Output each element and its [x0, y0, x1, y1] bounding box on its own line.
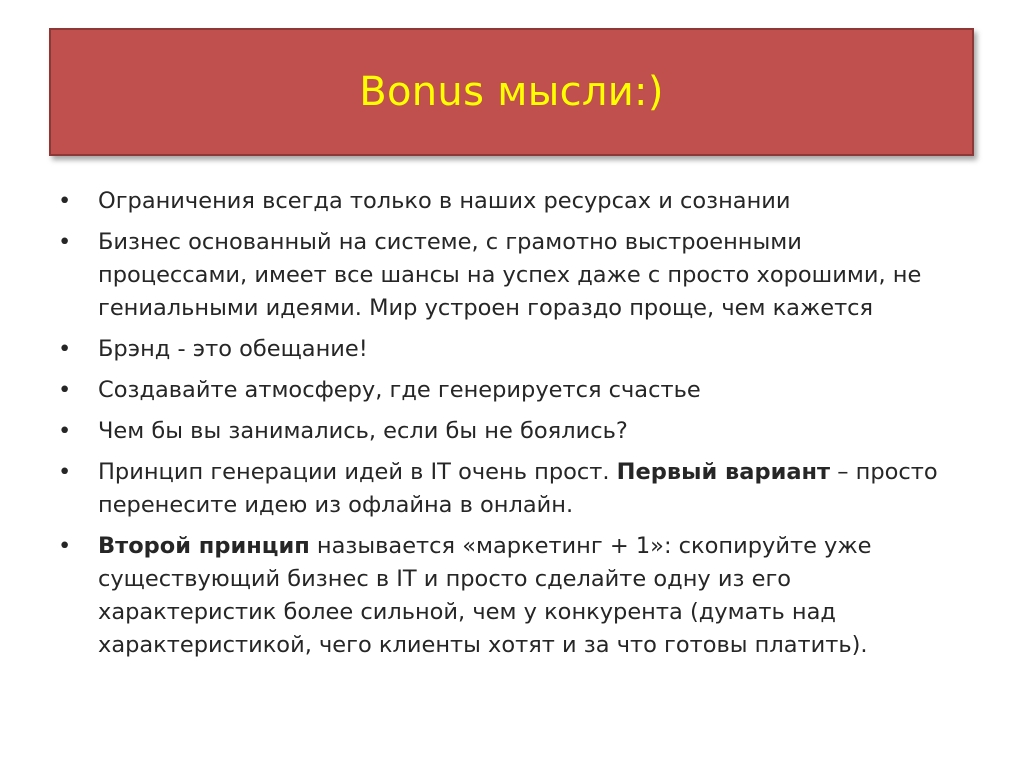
bullet-item [58, 185, 958, 218]
bullet-text: – просто перенесите идею из офлайна в онлайн. [98, 459, 938, 518]
bullet-item [58, 456, 958, 522]
bullet-text: Бизнес основанный на системе, с грамотно выстроенными процессами, имеет все шансы на успех даже с просто хорошими, не гениальными идеями. Мир устроен гораздо проще, чем кажется [98, 229, 922, 321]
title-banner [49, 28, 974, 156]
bullet-point-icon: • [58, 459, 72, 485]
bullet-text: Принцип генерации идей в IT очень прост. [98, 459, 617, 485]
bullet-point-icon: • [58, 336, 72, 362]
slide-title: Bonus мысли:) [359, 69, 664, 115]
bullet-item [58, 333, 958, 366]
bullet-point-icon: • [58, 188, 72, 214]
bullet-item [58, 530, 958, 662]
bullet-point-icon: • [58, 533, 72, 559]
bullet-text: Создавайте атмосферу, где генерируется счастье [98, 377, 701, 403]
bullet-list [58, 185, 958, 670]
bullet-point-icon: • [58, 418, 72, 444]
bullet-item [58, 226, 958, 325]
bullet-point-icon: • [58, 377, 72, 403]
bullet-item [58, 374, 958, 407]
bullet-text: Чем бы вы занимались, если бы не боялись? [98, 418, 628, 444]
bullet-point-icon: • [58, 229, 72, 255]
bullet-text-bold: Первый вариант [616, 459, 831, 485]
bullet-text: Ограничения всегда только в наших ресурсах и сознании [98, 188, 791, 214]
bullet-text-bold: Второй принцип [98, 533, 310, 559]
bullet-text: Брэнд - это обещание! [98, 336, 368, 362]
bullet-text: называется «маркетинг + 1»: скопируйте уже существующий бизнес в IT и просто сделайте одну из его характеристик более сильной, чем у конкурента (думать над характеристикой, чего клиенты хотят и за что готовы платить). [98, 533, 872, 658]
bullet-item [58, 415, 958, 448]
